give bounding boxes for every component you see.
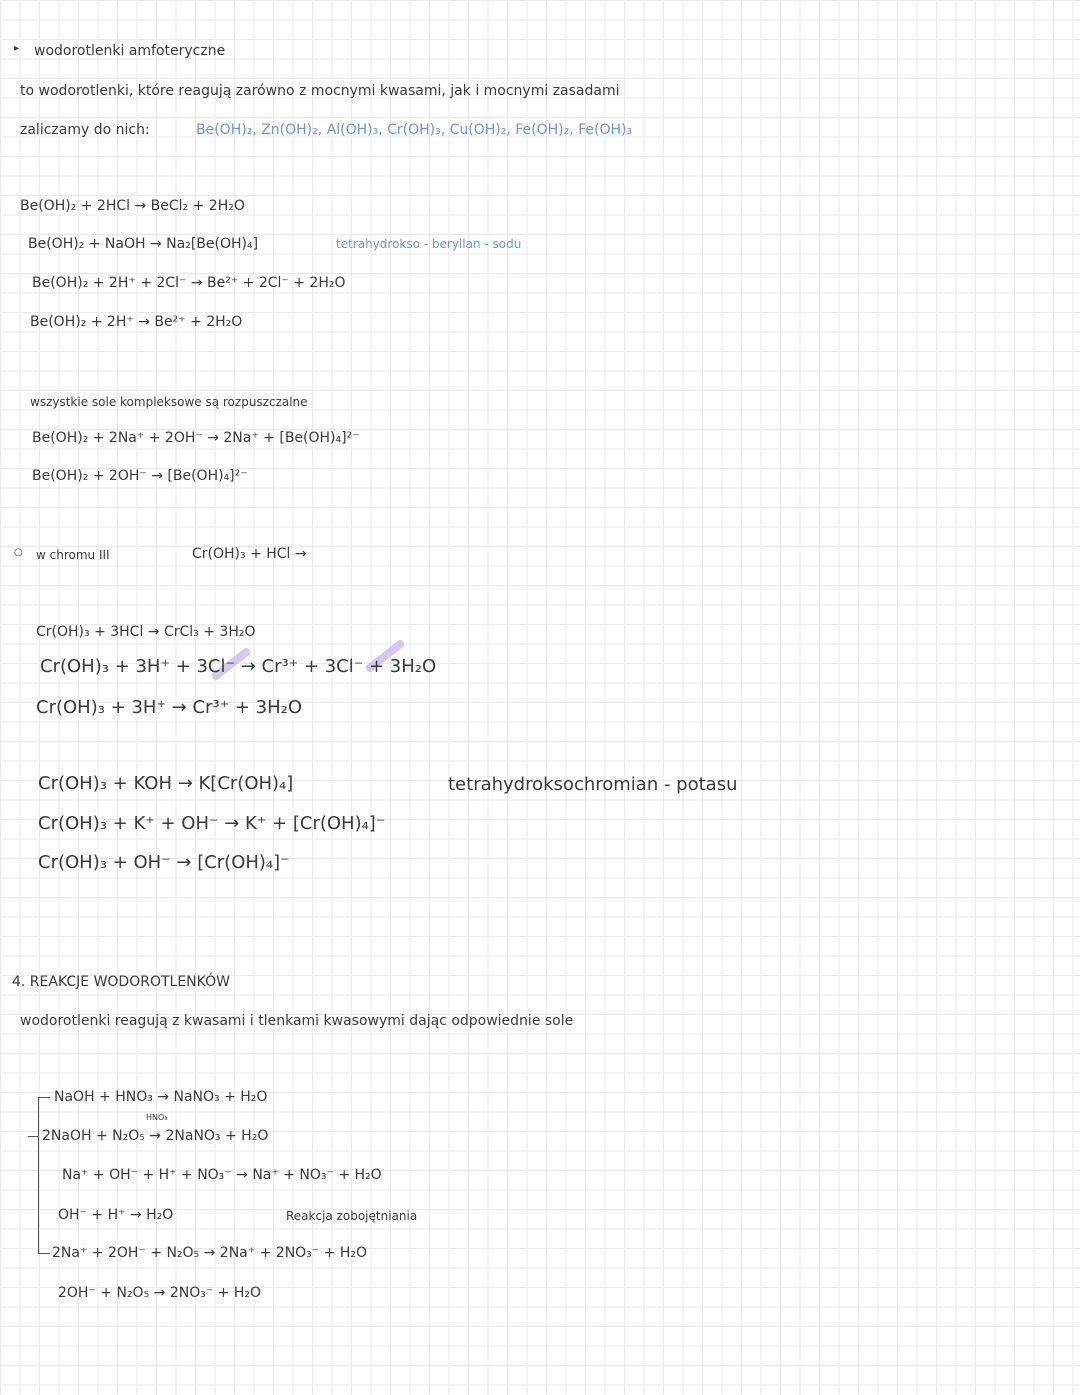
chromium-header-equation: Cr(OH)₃ + HCl → — [192, 546, 307, 562]
chromium-equation-4: Cr(OH)₃ + KOH → K[Cr(OH)₄] — [38, 773, 294, 794]
reaction-bracket — [28, 1136, 38, 1137]
chromium-equation-5: Cr(OH)₃ + K⁺ + OH⁻ → K⁺ + [Cr(OH)₄]⁻ — [38, 813, 386, 834]
complex-salts-equation-2: Be(OH)₂ + 2OH⁻ → [Be(OH)₄]²⁻ — [32, 468, 248, 484]
beryllium-equation-4: Be(OH)₂ + 2H⁺ → Be²⁺ + 2H₂O — [30, 314, 243, 330]
reaction-equation-3: Na⁺ + OH⁻ + H⁺ + NO₃⁻ → Na⁺ + NO₃⁻ + H₂O — [62, 1167, 382, 1183]
bullet-marker: ▸ — [14, 43, 20, 54]
chromium-complex-name: tetrahydroksochromian - potasu — [448, 774, 738, 795]
definition-line-2: zaliczamy do nich: — [20, 122, 150, 138]
complex-salts-equation-1: Be(OH)₂ + 2Na⁺ + 2OH⁻ → 2Na⁺ + [Be(OH)₄]²⁻ — [32, 430, 360, 446]
reaction-equation-6: 2OH⁻ + N₂O₅ → 2NO₃⁻ + H₂O — [58, 1285, 262, 1301]
beryllium-complex-name: tetrahydrokso - beryllan - sodu — [336, 237, 522, 251]
section-heading: wodorotlenki amfoteryczne — [34, 43, 226, 59]
chromium-equation-2: Cr(OH)₃ + 3H⁺ + 3Cl⁻ → Cr³⁺ + 3Cl⁻ + 3H₂O — [40, 656, 437, 677]
amphoteric-examples: Be(OH)₂, Zn(OH)₂, Al(OH)₃, Cr(OH)₃, Cu(OH)₂, Fe(OH)₂, Fe(OH)₃ — [196, 122, 633, 138]
definition-line-1: to wodorotlenki, które reagują zarówno z mocnymi kwasami, jak i mocnymi zasadami — [20, 83, 620, 99]
section-4-intro: wodorotlenki reagują z kwasami i tlenkami kwasowymi dając odpowiednie sole — [20, 1013, 574, 1029]
neutralization-note: Reakcja zobojętniania — [286, 1209, 418, 1223]
reaction-equation-2: 2NaOH + N₂O₅ → 2NaNO₃ + H₂O — [42, 1128, 269, 1144]
complex-salts-note: wszystkie sole kompleksowe są rozpuszczalne — [30, 395, 308, 409]
reaction-equation-4: OH⁻ + H⁺ → H₂O — [58, 1207, 174, 1223]
section-4-title: 4. REAKCJE WODOROTLENKÓW — [12, 974, 230, 990]
beryllium-equation-2: Be(OH)₂ + NaOH → Na₂[Be(OH)₄] — [28, 236, 259, 252]
reaction-bracket — [38, 1253, 50, 1254]
reaction-equation-2-note: HNO₃ — [146, 1113, 168, 1122]
beryllium-equation-3: Be(OH)₂ + 2H⁺ + 2Cl⁻ → Be²⁺ + 2Cl⁻ + 2H₂O — [32, 275, 346, 291]
chromium-label: w chromu III — [36, 548, 110, 562]
chromium-equation-1: Cr(OH)₃ + 3HCl → CrCl₃ + 3H₂O — [36, 624, 256, 640]
reaction-bracket — [38, 1097, 39, 1253]
chromium-equation-3: Cr(OH)₃ + 3H⁺ → Cr³⁺ + 3H₂O — [36, 697, 303, 718]
chromium-equation-6: Cr(OH)₃ + OH⁻ → [Cr(OH)₄]⁻ — [38, 852, 290, 873]
bullet-marker: ○ — [14, 547, 23, 558]
reaction-bracket — [38, 1097, 50, 1098]
reaction-equation-1: NaOH + HNO₃ → NaNO₃ + H₂O — [54, 1089, 268, 1105]
beryllium-equation-1: Be(OH)₂ + 2HCl → BeCl₂ + 2H₂O — [20, 198, 245, 214]
reaction-equation-5: 2Na⁺ + 2OH⁻ + N₂O₅ → 2Na⁺ + 2NO₃⁻ + H₂O — [52, 1245, 367, 1261]
